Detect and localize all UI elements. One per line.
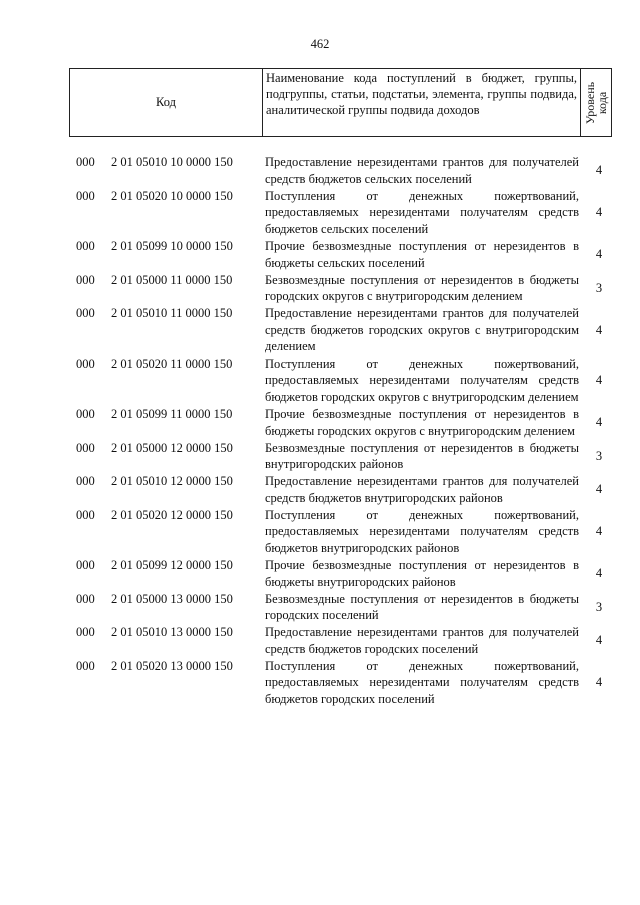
row-name: Поступления от денежных пожертвований, предоставляемых нерезидентами получателям средств бюджетов сельских поселений bbox=[265, 188, 579, 236]
row-name: Поступления от денежных пожертвований, предоставляемых нерезидентами получателям средств бюджетов городских округов с внутригородским делением bbox=[265, 356, 579, 404]
row-name: Безвозмездные поступления от нерезидентов в бюджеты внутригородских районов bbox=[265, 440, 579, 471]
row-name: Поступления от денежных пожертвований, предоставляемых нерезидентами получателям средств бюджетов городских поселений bbox=[265, 658, 579, 706]
row-name: Безвозмездные поступления от нерезидентов в бюджеты городских округов с внутригородским делением bbox=[265, 272, 579, 303]
row-name: Прочие безвозмездные поступления от нерезидентов в бюджеты внутригородских районов bbox=[265, 558, 579, 589]
table-row bbox=[0, 188, 640, 238]
row-admin-code: 000 bbox=[76, 558, 95, 572]
table-row bbox=[0, 507, 640, 557]
row-level: 4 bbox=[595, 205, 603, 220]
row-name: Предоставление нерезидентами грантов для получателей средств бюджетов городских округов с внутригородским делением bbox=[265, 306, 579, 353]
row-admin-code: 000 bbox=[76, 272, 95, 287]
row-admin-code: 000 bbox=[76, 591, 95, 606]
row-level: 3 bbox=[595, 448, 603, 463]
row-level: 3 bbox=[595, 599, 603, 614]
row-code: 2 01 05099 10 0000 150 bbox=[111, 239, 233, 253]
row-level: 4 bbox=[595, 415, 603, 430]
row-admin-code: 000 bbox=[76, 239, 95, 253]
row-level: 4 bbox=[595, 322, 603, 337]
header-code: Код bbox=[70, 69, 263, 136]
row-level: 4 bbox=[595, 482, 603, 497]
row-code: 2 01 05020 10 0000 150 bbox=[111, 188, 233, 203]
row-name: Безвозмездные поступления от нерезидентов в бюджеты городских поселений bbox=[265, 591, 579, 622]
table-row bbox=[0, 356, 640, 406]
table-row bbox=[0, 440, 640, 473]
page-number: 462 bbox=[310, 37, 330, 51]
row-code: 2 01 05010 12 0000 150 bbox=[111, 474, 233, 488]
table-row bbox=[0, 658, 640, 708]
row-code: 2 01 05020 12 0000 150 bbox=[111, 507, 233, 522]
row-level: 4 bbox=[595, 524, 603, 539]
row-admin-code: 000 bbox=[76, 306, 95, 320]
row-level: 4 bbox=[595, 633, 603, 648]
row-admin-code: 000 bbox=[76, 440, 95, 455]
row-admin-code: 000 bbox=[76, 507, 95, 522]
row-code: 2 01 05010 13 0000 150 bbox=[111, 625, 233, 639]
row-code: 2 01 05010 11 0000 150 bbox=[111, 306, 233, 320]
row-admin-code: 000 bbox=[76, 658, 95, 673]
header-name: Наименование кода поступлений в бюджет, группы, подгруппы, статьи, подстатьи, элемента, группы подвида, аналитической группы подвида доходов bbox=[263, 69, 581, 136]
row-code: 2 01 05099 12 0000 150 bbox=[111, 558, 233, 572]
row-code: 2 01 05000 13 0000 150 bbox=[111, 591, 233, 606]
row-name: Предоставление нерезидентами грантов для получателей средств бюджетов городских поселений bbox=[265, 625, 579, 656]
table-row bbox=[0, 406, 640, 439]
row-name: Предоставление нерезидентами грантов для получателей средств бюджетов сельских поселений bbox=[265, 155, 579, 186]
row-admin-code: 000 bbox=[76, 407, 95, 421]
row-admin-code: 000 bbox=[76, 356, 95, 371]
row-name: Прочие безвозмездные поступления от нерезидентов в бюджеты сельских поселений bbox=[265, 239, 579, 270]
row-name: Поступления от денежных пожертвований, предоставляемых нерезидентами получателям средств бюджетов внутригородских районов bbox=[265, 507, 579, 555]
row-admin-code: 000 bbox=[76, 625, 95, 639]
table-row bbox=[0, 624, 640, 657]
row-name: Предоставление нерезидентами грантов для получателей средств бюджетов внутригородских районов bbox=[265, 474, 579, 505]
row-code: 2 01 05020 11 0000 150 bbox=[111, 356, 233, 371]
row-level: 3 bbox=[595, 280, 603, 295]
table-row bbox=[0, 591, 640, 624]
row-level: 4 bbox=[595, 566, 603, 581]
row-admin-code: 000 bbox=[76, 155, 95, 169]
row-code: 2 01 05099 11 0000 150 bbox=[111, 407, 233, 421]
table-row bbox=[0, 154, 640, 187]
row-code: 2 01 05000 11 0000 150 bbox=[111, 272, 233, 287]
row-admin-code: 000 bbox=[76, 474, 95, 488]
header-level-cell bbox=[581, 69, 611, 136]
row-code: 2 01 05010 10 0000 150 bbox=[111, 155, 233, 169]
row-name: Прочие безвозмездные поступления от нерезидентов в бюджеты городских округов с внутригородским делением bbox=[265, 407, 579, 438]
table-row bbox=[0, 305, 640, 355]
row-code: 2 01 05000 12 0000 150 bbox=[111, 440, 233, 455]
row-admin-code: 000 bbox=[76, 188, 95, 203]
row-level: 4 bbox=[595, 373, 603, 388]
row-code: 2 01 05020 13 0000 150 bbox=[111, 658, 233, 673]
row-level: 4 bbox=[595, 163, 603, 178]
table-row bbox=[0, 473, 640, 506]
table-row bbox=[0, 272, 640, 305]
row-level: 4 bbox=[595, 675, 603, 690]
table-row bbox=[0, 557, 640, 590]
table-header bbox=[69, 68, 612, 137]
table-row bbox=[0, 238, 640, 271]
header-level: Уровень кода bbox=[583, 81, 609, 124]
row-level: 4 bbox=[595, 247, 603, 262]
